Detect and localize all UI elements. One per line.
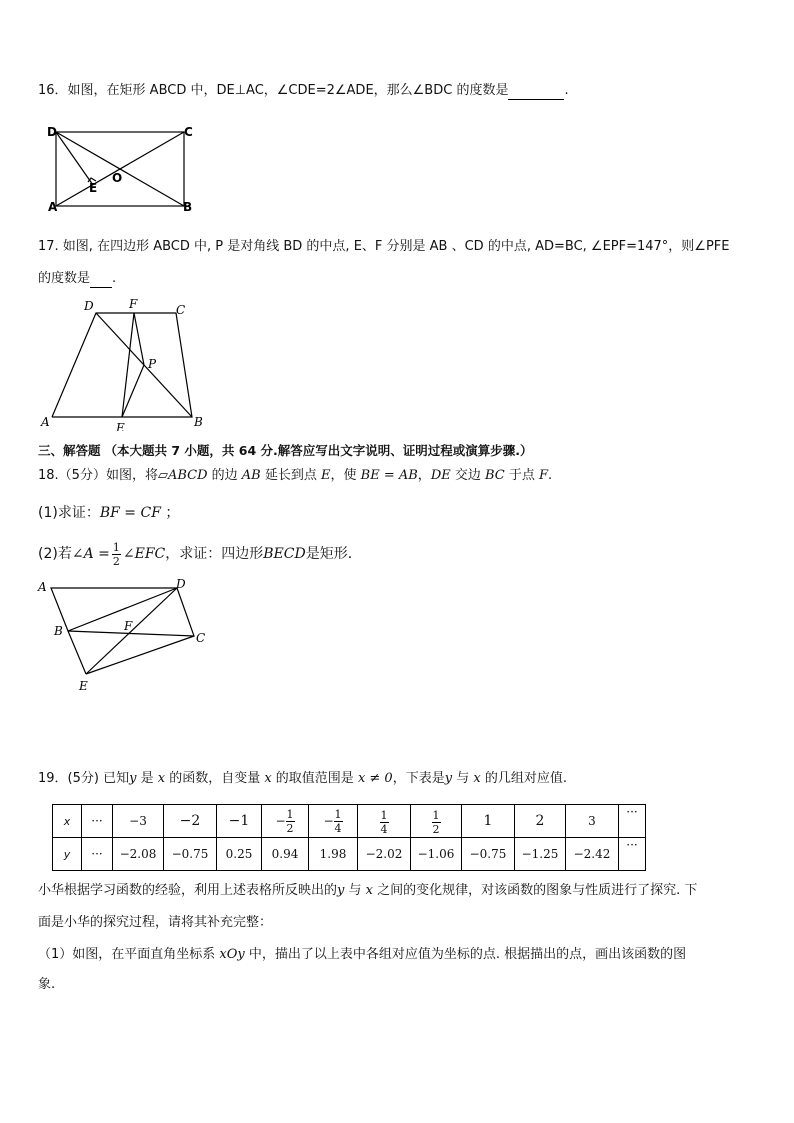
q17-line1: 17. 如图, 在四边形 ABCD 中, P 是对角线 BD 的中点, E、F 分别是 AB 、CD 的中点, AD=BC, ∠EPF=147°，则∠PFE	[38, 239, 730, 254]
x-ellipsis-left: ···	[82, 805, 113, 838]
x-cell: −2	[164, 805, 217, 838]
x-cell: 1	[462, 805, 515, 838]
q18-figure	[34, 578, 214, 693]
q17-label-c: C	[176, 303, 186, 317]
y-cell: −1.06	[411, 838, 462, 871]
q17-label-p: P	[148, 357, 157, 371]
q17-label-f: F	[129, 297, 138, 311]
x-cell: $\frac{1}{2}$	[411, 805, 462, 838]
q16-text: 16．如图，在矩形 ABCD 中，DE⊥AC，∠CDE=2∠ADE，那么∠BDC 的度数是 .	[38, 83, 569, 98]
q16-label-b: B	[183, 200, 193, 214]
y-cell: −0.75	[164, 838, 217, 871]
y-cell: −2.42	[566, 838, 619, 871]
x-ellipsis-right: ···	[619, 805, 646, 838]
q17-label-a: A	[41, 415, 50, 429]
y-cell: 1.98	[309, 838, 358, 871]
q18-label-e: E	[79, 679, 88, 693]
q16-label-c: C	[184, 125, 193, 139]
q18-label-d: D	[176, 578, 186, 591]
section3-heading: 三、解答题 （本大题共 7 小题，共 64 分.解答应写出文字说明、证明过程或演算步骤.）	[38, 443, 533, 458]
q18-label-f: F	[124, 619, 133, 633]
y-ellipsis-right: ···	[619, 838, 646, 871]
q16-label-o: O	[112, 171, 123, 185]
q18-label-a: A	[38, 580, 47, 594]
table-row-y	[53, 838, 646, 871]
q17-line2: 的度数是 .	[38, 271, 117, 286]
q16-label-e: E	[89, 181, 98, 195]
q18-stem: 18.（5分）如图，将▱ABCD 的边 AB 延长到点 E，使 BE = AB，DE 交边 BC 于点 F.	[38, 468, 553, 483]
q19-stem: 19．(5分) 已知y 是 x 的函数，自变量 x 的取值范围是 x ≠ 0，下表是y 与 x 的几组对应值.	[38, 771, 567, 786]
y-cell: 0.25	[217, 838, 262, 871]
q18-fraction-half: $\frac{1}{2}$	[112, 540, 120, 568]
x-header: x	[53, 805, 82, 838]
q18-part1: (1)求证：BF = CF ；	[38, 505, 180, 521]
x-cell: −3	[113, 805, 164, 838]
q19-para2: 面是小华的探究过程，请将其补充完整：	[38, 915, 273, 930]
q19-value-table	[52, 804, 646, 871]
q17-label-e: E	[116, 421, 125, 431]
q16-label-a: A	[48, 200, 58, 214]
q19-part1: （1）如图，在平面直角坐标系 xOy 中，描出了以上表中各组对应值为坐标的点. 根据描出的点，画出该函数的图	[38, 947, 687, 962]
q17-figure	[36, 296, 216, 431]
q16-figure	[44, 122, 204, 217]
x-cell: 2	[515, 805, 566, 838]
x-cell: − $\frac{1}{4}$	[309, 805, 358, 838]
q18-part2: (2)若 ∠A = $\frac{1}{2}$ ∠EFC ，求证：四边形 BECD 是矩形.	[38, 540, 353, 568]
q18-label-c: C	[196, 631, 206, 645]
y-cell: −1.25	[515, 838, 566, 871]
x-cell: 3	[566, 805, 619, 838]
y-cell: −0.75	[462, 838, 515, 871]
q19-para1: 小华根据学习函数的经验，利用上述表格所反映出的y 与 x 之间的变化规律，对该函数的图象与性质进行了探究. 下	[38, 883, 698, 898]
table-row-x	[53, 805, 646, 838]
q16-answer-blank	[508, 85, 564, 100]
q19-part1-cont: 象.	[38, 977, 56, 992]
y-cell: 0.94	[262, 838, 309, 871]
q18-label-b: B	[54, 624, 63, 638]
x-cell: −1	[217, 805, 262, 838]
q17-label-b: B	[194, 415, 203, 429]
q16-label-d: D	[47, 125, 57, 139]
x-cell: − $\frac{1}{2}$	[262, 805, 309, 838]
y-ellipsis-left: ···	[82, 838, 113, 871]
q17-answer-blank	[90, 273, 112, 288]
y-header: y	[53, 838, 82, 871]
q17-label-d: D	[84, 299, 94, 313]
y-cell: −2.02	[358, 838, 411, 871]
y-cell: −2.08	[113, 838, 164, 871]
x-cell: $\frac{1}{4}$	[358, 805, 411, 838]
